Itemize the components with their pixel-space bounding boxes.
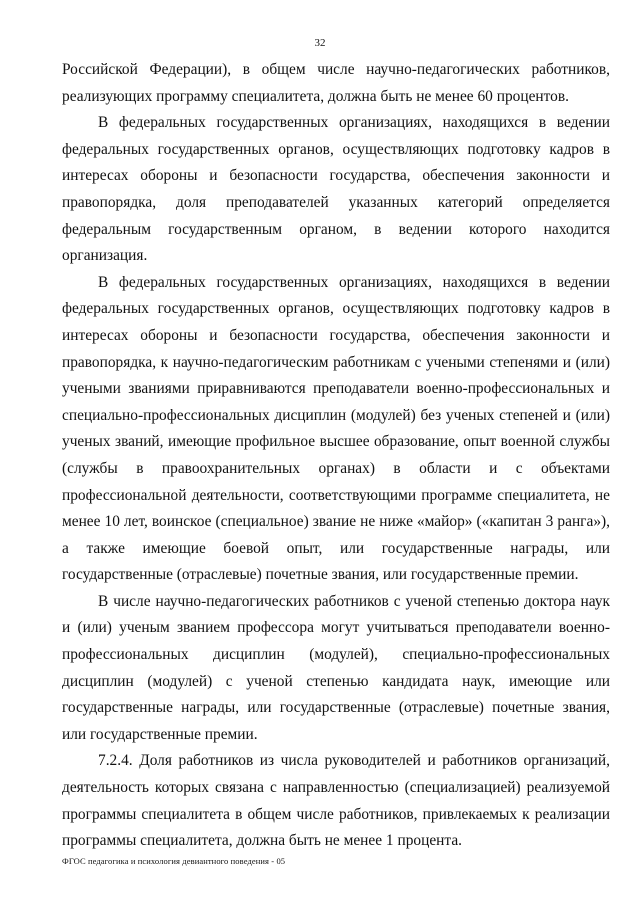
paragraph-7-2-4: 7.2.4. Доля работников из числа руководителей и работников организаций, деятельность которых связана с направленностью (специализацией) реализуемой программы специалитета в общем числе работников, привлекаемых к реализации программы специалитета, должна быть не менее 1 процента. xyxy=(62,752,610,850)
page-footer: ФГОС педагогика и психология девиантного поведения - 05 xyxy=(62,856,286,866)
paragraph-teacher-share: В федеральных государственных организациях, находящихся в ведении федеральных государственных органов, осуществляющих подготовку кадров в интересах обороны и безопасности государства, обеспечения законности и правопорядка, доля преподавателей указанных категорий определяется федеральным государственным органом, в ведении которого находится организация. xyxy=(62,114,610,265)
paragraph-equivalence: В федеральных государственных организациях, находящихся в ведении федеральных государственных органов, осуществляющих подготовку кадров в интересах обороны и безопасности государства, обеспечения законности и правопорядка, к научно-педагогическим работникам с учеными степенями и (или) учеными званиями приравниваются преподаватели военно-профессиональных и специально-профессиональных дисциплин (модулей) без ученых степеней и (или) ученых званий, имеющие профильное высшее образование, опыт военной службы (службы в правоохранительных органах) в области и с объектами профессиональной деятельности, соответствующими программе специалитета, не менее 10 лет, воинское (специальное) звание не ниже «майор» («капитан 3 ранга»), а также имеющие боевой опыт, или государственные награды, или государственные (отраслевые) почетные звания, или государственные премии. xyxy=(62,273,610,584)
document-body xyxy=(62,57,610,855)
page-number: 32 xyxy=(314,37,326,49)
paragraph-doctors-count: В числе научно-педагогических работников с ученой степенью доктора наук и (или) ученым званием профессора могут учитываться преподаватели военно-профессиональных дисциплин (модулей), специально-профессиональных дисциплин (модулей) с ученой степенью кандидата наук, имеющие или государственные награды, или государственные (отраслевые) почетные звания, или государственные премии. xyxy=(62,592,610,743)
paragraph-continuation: Российской Федерации), в общем числе научно-педагогических работников, реализующих программу специалитета, должна быть не менее 60 процентов. xyxy=(62,61,610,105)
